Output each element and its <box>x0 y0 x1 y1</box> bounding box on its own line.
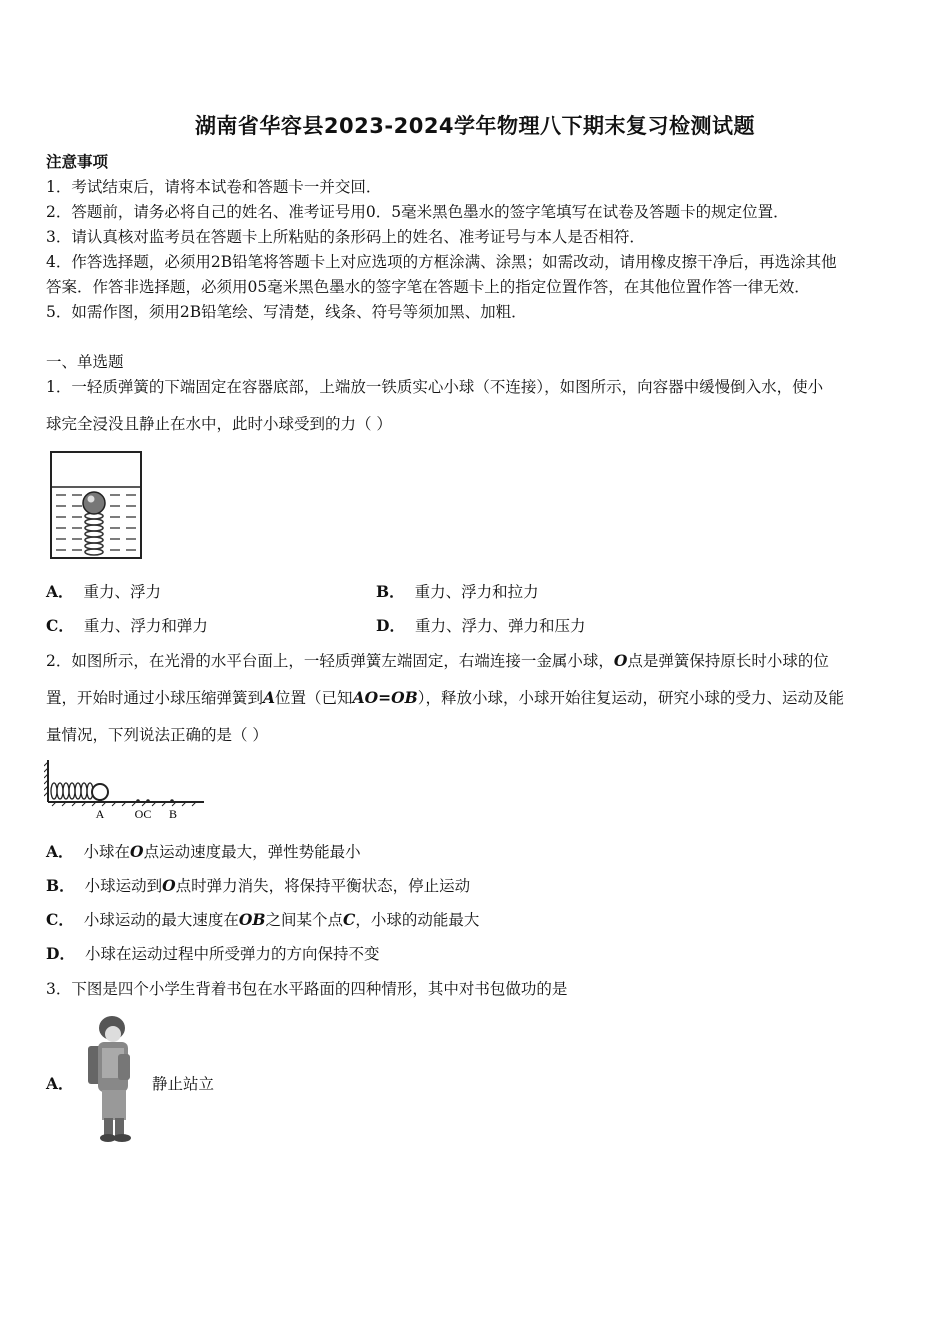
option-letter: C． <box>46 616 74 635</box>
q1-stem-line2: 球完全浸没且静止在水中，此时小球受到的力（ ） <box>46 415 392 433</box>
option-letter: C． <box>46 910 74 929</box>
q2-option-b[interactable] <box>46 876 470 896</box>
option-letter: B． <box>46 876 75 895</box>
notice-item-5: 5．如需作图，须用2B铅笔绘、写清楚，线条、符号等须加黑、加粗． <box>46 303 527 321</box>
option-letter: A． <box>46 1074 74 1093</box>
q2-option-d[interactable] <box>46 944 379 964</box>
option-var: OB <box>238 910 266 929</box>
q1-container-figure <box>48 450 144 560</box>
q2-text: 位置（已知 <box>275 689 353 707</box>
label-b: B <box>168 807 178 821</box>
q3-option-a[interactable] <box>46 1074 84 1094</box>
option-text: 重力、浮力和拉力 <box>414 583 539 601</box>
option-var: O <box>130 842 144 861</box>
q2-text: 置，开始时通过小球压缩弹簧到 <box>46 689 264 707</box>
option-var: O <box>162 876 176 895</box>
q2-var: A <box>263 688 276 707</box>
option-text: 点时弹力消失，将保持平衡状态，停止运动 <box>175 877 471 895</box>
notice-item-4-cont: 答案．作答非选择题，必须用05毫米黑色墨水的签字笔在答题卡上的指定位置作答，在其他位置作答一律无效． <box>46 278 810 296</box>
notice-heading: 注意事项 <box>46 152 109 171</box>
q2-stem-line3: 量情况，下列说法正确的是（ ） <box>46 726 268 744</box>
q2-option-c[interactable] <box>46 910 479 930</box>
option-text: 小球运动到 <box>84 877 163 895</box>
notice-item-1: 1．考试结束后，请将本试卷和答题卡一并交回． <box>46 178 382 196</box>
q2-var: AO=OB <box>352 688 418 707</box>
section-heading: 一、单选题 <box>46 353 124 371</box>
q3-stem: 3．下图是四个小学生背着书包在水平路面的四种情形，其中对书包做功的是 <box>46 980 568 998</box>
q1-option-c[interactable] <box>46 616 208 636</box>
option-letter: A． <box>46 842 74 861</box>
option-text: 小球在 <box>83 843 131 861</box>
page-title: 湖南省华容县2023-2024学年物理八下期末复习检测试题 <box>194 114 756 138</box>
option-text: 小球运动的最大速度在 <box>83 911 239 929</box>
q1-option-d[interactable] <box>376 616 585 636</box>
q2-option-a[interactable] <box>46 842 361 862</box>
q1-stem-line1: 1．一轻质弹簧的下端固定在容器底部，上端放一铁质实心小球（不连接），如图所示，向容器中缓慢倒入水，使小 <box>46 378 824 396</box>
option-letter: A． <box>46 582 74 601</box>
option-text: 重力、浮力和弹力 <box>83 617 208 635</box>
q2-stem-line1 <box>46 651 916 671</box>
q2-text: 点是弹簧保持原长时小球的位 <box>627 652 829 670</box>
q1-option-b[interactable] <box>376 582 539 602</box>
notice-item-4: 4．作答选择题，必须用2B铅笔将答题卡上对应选项的方框涂满、涂黑；如需改动，请用橡皮擦干净后，再选涂其他 <box>46 253 837 271</box>
notice-item-2: 2．答题前，请务必将自己的姓名、准考证号用0．5毫米黑色墨水的签字笔填写在试卷及答题卡的规定位置． <box>46 203 789 221</box>
option-text: 小球在运动过程中所受弹力的方向保持不变 <box>84 945 380 963</box>
q2-var: O <box>613 651 628 670</box>
q3-option-a-caption: 静止站立 <box>152 1075 215 1093</box>
option-var: C <box>342 910 356 929</box>
option-text: 点运动速度最大，弹性势能最小 <box>143 843 361 861</box>
option-text: 重力、浮力、弹力和压力 <box>414 617 586 635</box>
label-oc: OC <box>134 807 152 821</box>
option-text: 之间某个点 <box>265 911 343 929</box>
option-letter: D． <box>46 944 75 963</box>
option-letter: D． <box>376 616 405 635</box>
q2-text: 2．如图所示，在光滑的水平台面上，一轻质弹簧左端固定，右端连接一金属小球， <box>46 652 614 670</box>
option-letter: B． <box>376 582 405 601</box>
option-text: 重力、浮力 <box>83 583 162 601</box>
notice-item-3: 3．请认真核对监考员在答题卡上所粘贴的条形码上的姓名、准考证号与本人是否相符． <box>46 228 645 246</box>
q1-option-a[interactable] <box>46 582 161 602</box>
label-a: A <box>95 807 105 821</box>
q2-spring-figure <box>44 760 208 822</box>
student-standing-figure <box>84 1014 144 1146</box>
q2-stem-line2 <box>46 688 916 708</box>
option-text: ，小球的动能最大 <box>355 911 480 929</box>
q2-text: ），释放小球，小球开始往复运动，研究小球的受力、运动及能 <box>417 689 844 707</box>
